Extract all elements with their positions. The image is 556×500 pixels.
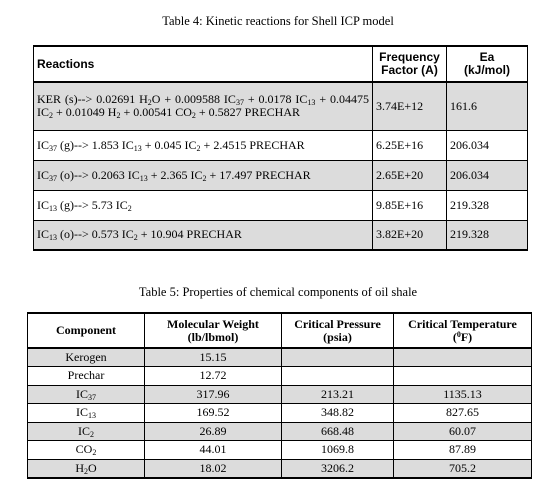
component-cell bbox=[28, 385, 145, 404]
component-cell bbox=[28, 404, 145, 423]
mw-cell: 317.96 bbox=[145, 385, 282, 404]
frequency-cell: 9.85E+16 bbox=[373, 190, 447, 220]
reaction-cell bbox=[34, 220, 373, 250]
subscript: 2 bbox=[116, 111, 121, 121]
subscript: 13 bbox=[139, 173, 148, 183]
subscript: 37 bbox=[49, 173, 57, 183]
table-row bbox=[28, 385, 532, 404]
subscript: 13 bbox=[88, 411, 96, 421]
formula-text: IC bbox=[76, 405, 88, 420]
formula-text: (g)--> 5.73 IC bbox=[57, 197, 128, 212]
frequency-header-line1: Frequency bbox=[379, 50, 440, 64]
mw-cell: 18.02 bbox=[145, 459, 282, 478]
mw-header-line1: Molecular Weight bbox=[167, 316, 259, 331]
formula-text: (o)--> 0.2063 IC bbox=[57, 167, 140, 182]
table-row bbox=[34, 220, 528, 250]
cp-cell bbox=[282, 348, 394, 367]
ea-cell: 206.034 bbox=[447, 160, 528, 190]
cp-header-line2: (psia) bbox=[323, 329, 352, 344]
critical-temperature-header bbox=[394, 313, 532, 348]
ea-header bbox=[447, 46, 528, 82]
cp-cell: 1069.8 bbox=[282, 441, 394, 460]
frequency-factor-header bbox=[373, 46, 447, 82]
formula-text: O bbox=[88, 460, 97, 475]
mw-header-line2: (lb/lbmol) bbox=[187, 329, 239, 344]
formula-text: + 0.5827 PRECHAR bbox=[195, 105, 300, 120]
ct-cell bbox=[394, 348, 532, 367]
subscript: 2 bbox=[191, 111, 196, 121]
mw-cell: 12.72 bbox=[145, 367, 282, 386]
reaction-cell bbox=[34, 82, 373, 130]
component-cell bbox=[28, 367, 145, 386]
cp-cell: 213.21 bbox=[282, 385, 394, 404]
critical-pressure-header bbox=[282, 313, 394, 348]
subscript: 2 bbox=[90, 429, 94, 439]
formula-text: IC bbox=[37, 167, 49, 182]
ct-header-line1: Critical Temperature bbox=[408, 316, 517, 331]
cp-cell: 3206.2 bbox=[282, 459, 394, 478]
frequency-cell: 3.74E+12 bbox=[373, 82, 447, 130]
table-row bbox=[34, 82, 528, 130]
formula-text: KER (s)--> 0.02691 H bbox=[37, 92, 148, 107]
formula-text: + 10.904 PRECHAR bbox=[137, 227, 242, 242]
formula-text: + 0.01049 H bbox=[53, 105, 117, 120]
subscript: 2 bbox=[84, 466, 88, 476]
component-header: Component bbox=[28, 313, 145, 348]
subscript: 13 bbox=[133, 143, 142, 153]
ea-header-line2: (kJ/mol) bbox=[463, 63, 510, 77]
reaction-cell bbox=[34, 190, 373, 220]
subscript: 37 bbox=[88, 392, 96, 402]
reaction-cell bbox=[34, 130, 373, 160]
formula-text: IC bbox=[76, 386, 88, 401]
table5-header-row bbox=[28, 313, 532, 348]
reaction-cell bbox=[34, 160, 373, 190]
frequency-cell: 6.25E+16 bbox=[373, 130, 447, 160]
table-row bbox=[34, 190, 528, 220]
formula-text: O + 0.009588 IC bbox=[151, 92, 236, 107]
formula-text: H bbox=[75, 460, 84, 475]
component-cell bbox=[28, 348, 145, 367]
formula-text: + 2.4515 PRECHAR bbox=[200, 137, 305, 152]
table-row bbox=[34, 130, 528, 160]
subscript: 13 bbox=[49, 203, 57, 213]
table4-caption: Table 4: Kinetic reactions for Shell ICP model bbox=[162, 14, 394, 28]
component-cell bbox=[28, 441, 145, 460]
chemical-components-table bbox=[27, 312, 532, 479]
subscript: 2 bbox=[196, 143, 201, 153]
table-row bbox=[28, 404, 532, 423]
subscript: 2 bbox=[49, 111, 53, 121]
formula-text: + 17.497 PRECHAR bbox=[206, 167, 311, 182]
mw-cell: 15.15 bbox=[145, 348, 282, 367]
component-cell bbox=[28, 422, 145, 441]
mw-cell: 44.01 bbox=[145, 441, 282, 460]
ct-unit-close: F) bbox=[460, 329, 473, 344]
cp-cell: 668.48 bbox=[282, 422, 394, 441]
mw-cell: 26.89 bbox=[145, 422, 282, 441]
formula-text: (o)--> 0.573 IC bbox=[57, 227, 134, 242]
formula-text: Prechar bbox=[67, 368, 105, 383]
cp-cell bbox=[282, 367, 394, 386]
subscript: 37 bbox=[235, 98, 244, 108]
formula-text: + 0.04475 IC bbox=[37, 92, 369, 120]
frequency-header-line2: Factor (A) bbox=[381, 63, 438, 77]
formula-text: Kerogen bbox=[65, 350, 107, 364]
frequency-cell: 3.82E+20 bbox=[373, 220, 447, 250]
ct-cell: 827.65 bbox=[394, 404, 532, 423]
cp-cell: 348.82 bbox=[282, 404, 394, 423]
formula-text: + 0.0178 IC bbox=[243, 92, 308, 107]
table-row bbox=[28, 441, 532, 460]
subscript: 2 bbox=[127, 203, 132, 213]
ea-cell: 161.6 bbox=[447, 82, 528, 130]
ct-cell: 87.89 bbox=[394, 441, 532, 460]
subscript: 2 bbox=[202, 173, 207, 183]
formula-text: + 0.00541 CO bbox=[120, 105, 192, 120]
ea-cell: 206.034 bbox=[447, 130, 528, 160]
ct-cell bbox=[394, 367, 532, 386]
formula-text: IC bbox=[78, 423, 90, 438]
table5-caption: Table 5: Properties of chemical components of oil shale bbox=[138, 285, 418, 299]
molecular-weight-header bbox=[145, 313, 282, 348]
formula-text: + 0.045 IC bbox=[141, 137, 197, 152]
ct-cell: 1135.13 bbox=[394, 385, 532, 404]
ct-unit-degree: 0 bbox=[456, 329, 461, 339]
formula-text: IC bbox=[37, 137, 49, 152]
ct-cell: 60.07 bbox=[394, 422, 532, 441]
subscript: 37 bbox=[49, 143, 57, 153]
table-row bbox=[28, 422, 532, 441]
kinetic-reactions-table bbox=[33, 45, 528, 251]
frequency-cell: 2.65E+20 bbox=[373, 160, 447, 190]
table-row bbox=[28, 367, 532, 386]
formula-text: IC bbox=[37, 197, 49, 212]
mw-cell: 169.52 bbox=[145, 404, 282, 423]
formula-text: + 2.365 IC bbox=[147, 167, 203, 182]
cp-header-line1: Critical Pressure bbox=[294, 316, 381, 331]
table4-header-row bbox=[34, 46, 528, 82]
subscript: 13 bbox=[307, 98, 316, 108]
ea-cell: 219.328 bbox=[447, 220, 528, 250]
reactions-header: Reactions bbox=[34, 46, 373, 82]
ct-unit-open: ( bbox=[452, 329, 457, 344]
table-row bbox=[34, 160, 528, 190]
formula-text: CO bbox=[75, 442, 93, 457]
table-row bbox=[28, 348, 532, 367]
ct-header-line2 bbox=[397, 331, 528, 344]
table-row bbox=[28, 459, 532, 478]
ea-header-line1: Ea bbox=[479, 50, 495, 64]
ea-cell: 219.328 bbox=[447, 190, 528, 220]
formula-text: IC bbox=[37, 227, 49, 242]
formula-text: (g)--> 1.853 IC bbox=[57, 137, 134, 152]
subscript: 2 bbox=[147, 98, 152, 108]
subscript: 13 bbox=[49, 233, 57, 243]
subscript: 2 bbox=[92, 448, 97, 458]
subscript: 2 bbox=[133, 233, 138, 243]
component-cell bbox=[28, 459, 145, 478]
ct-cell: 705.2 bbox=[394, 459, 532, 478]
